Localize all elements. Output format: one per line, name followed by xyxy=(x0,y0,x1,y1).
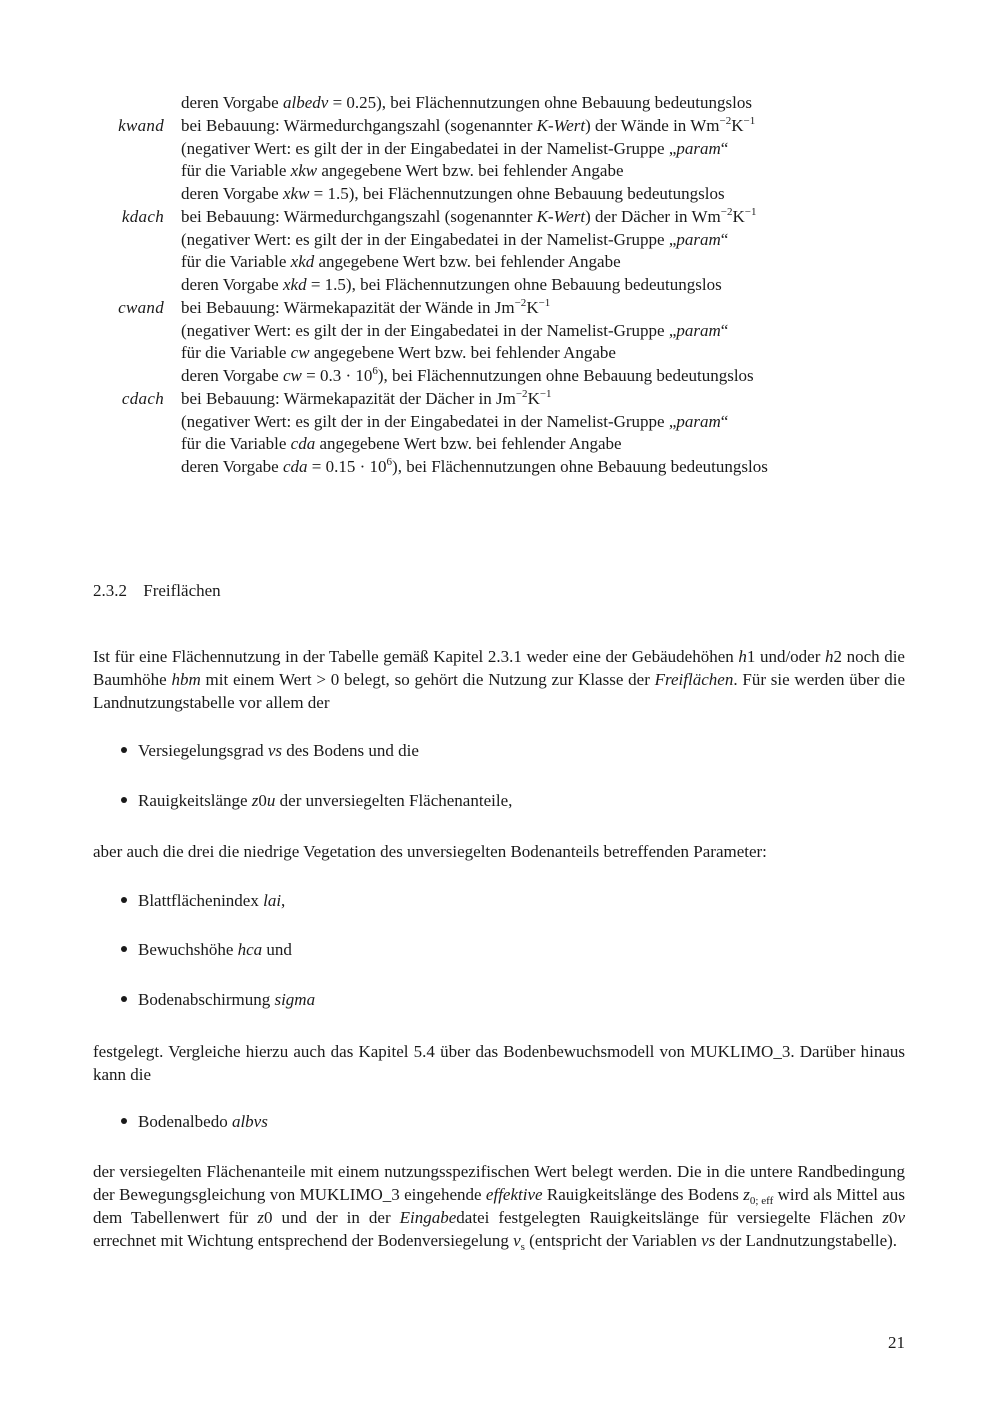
definition-text: deren Vorgabe albedv = 0.25), bei Flächennutzungen ohne Bebauung bedeutungslos xyxy=(181,93,752,112)
definition-text: deren Vorgabe xkw = 1.5), bei Flächennutzungen ohne Bebauung bedeutungslos xyxy=(181,184,725,203)
bullet-icon xyxy=(121,946,127,952)
variable-term: kwand xyxy=(118,115,164,135)
definition-text: bei Bebauung: Wärmekapazität der Wände in $Jm^{-2}K^{-1}$ xyxy=(181,296,551,317)
definition-line xyxy=(0,388,1000,411)
bullet-icon xyxy=(121,996,127,1002)
list-item-bodenalbedo: Bodenalbedo albvs xyxy=(121,1110,268,1134)
definition-text: deren Vorgabe cda = $0.15 \cdot 10^6$), bei Flächennutzungen ohne Bebauung bedeutungslos xyxy=(181,456,768,476)
definition-line xyxy=(0,115,1000,138)
definition-line xyxy=(0,251,1000,274)
definition-text: für die Variable cda angegebene Wert bzw. bei fehlender Angabe xyxy=(181,434,622,454)
section-number: 2.3.2 xyxy=(93,581,127,600)
page-number: 21 xyxy=(888,1333,905,1352)
definition-line xyxy=(0,433,1000,456)
definition-line xyxy=(0,456,1000,479)
bullet-icon xyxy=(121,797,127,803)
definition-line xyxy=(0,206,1000,229)
definition-line xyxy=(0,92,1000,115)
definition-line xyxy=(0,274,1000,297)
definition-text: bei Bebauung: Wärmedurchgangszahl (sogenannter K-Wert) der Dächer in $Wm^{-2}K^{-1}$ xyxy=(181,205,757,226)
definition-text: deren Vorgabe xkd = 1.5), bei Flächennutzungen ohne Bebauung bedeutungslos xyxy=(181,275,722,294)
list-item-versiegelungsgrad: Versiegelungsgrad vs des Bodens und die xyxy=(121,739,419,763)
definition-text: für die Variable xkw angegebene Wert bzw. bei fehlender Angabe xyxy=(181,161,624,181)
definition-line xyxy=(0,342,1000,365)
variable-term: cdach xyxy=(121,388,164,408)
variable-term: cwand xyxy=(118,297,164,317)
paragraph-versiegelt: der versiegelten Flächenanteile mit einem nutzungsspezifischen Wert belegt werden. Die in die untere Randbedingung der Bewegungsgleichung von MUKLIMO_3 eingehende effektive Rauigkeitslänge des Bodens $z_{0; eff}$ wird als Mittel aus dem Tabellenwert für z0 und der in der Eingabedatei festgelegten Rauigkeitslänge für versiegelte Flächen z0v errechnet mit Wichtung entsprechend der Bodenversiegelung $v_s$ (entspricht der Variablen vs der Landnutzungstabelle). xyxy=(93,1162,905,1253)
variable-definition-list xyxy=(0,92,1000,479)
paragraph-vegetation: aber auch die drei die niedrige Vegetation des unversiegelten Bodenanteils betreffenden Parameter: xyxy=(93,842,767,861)
definition-line xyxy=(0,183,1000,206)
paragraph-festgelegt: festgelegt. Vergleiche hierzu auch das Kapitel 5.4 über das Bodenbewuchsmodell von MUKLIMO_3. Darüber hinaus kann die xyxy=(93,1042,905,1084)
definition-text: bei Bebauung: Wärmekapazität der Dächer in $Jm^{-2}K^{-1}$ xyxy=(181,387,552,408)
definition-text: bei Bebauung: Wärmedurchgangszahl (sogenannter K-Wert) der Wände in $Wm^{-2}K^{-1}$ xyxy=(181,114,756,135)
section-heading xyxy=(93,578,221,604)
variable-term: kdach xyxy=(121,206,164,226)
definition-line xyxy=(0,365,1000,388)
bullet-icon xyxy=(121,897,127,903)
list-item-rauigkeitslaenge: Rauigkeitslänge z0u der unversiegelten Flächenanteile, xyxy=(121,789,512,813)
definition-text: deren Vorgabe cw = $0.3 \cdot 10^6$), bei Flächennutzungen ohne Bebauung bedeutungslos xyxy=(181,365,754,385)
definition-line xyxy=(0,229,1000,252)
definition-line xyxy=(0,297,1000,320)
definition-text: für die Variable xkd angegebene Wert bzw. bei fehlender Angabe xyxy=(181,252,621,272)
definition-text: (negativer Wert: es gilt der in der Eingabedatei in der Namelist-Gruppe „param“ xyxy=(181,320,729,340)
list-item-bewuchshoehe: Bewuchshöhe hca und xyxy=(121,938,292,962)
list-item-blattflaechenindex: Blattflächenindex lai, xyxy=(121,889,285,913)
section-title: Freiflächen xyxy=(143,581,221,600)
list-item-bodenabschirmung: Bodenabschirmung sigma xyxy=(121,988,315,1012)
paragraph-intro: Ist für eine Flächennutzung in der Tabelle gemäß Kapitel 2.3.1 weder eine der Gebäudehöhen h1 und/oder h2 noch die Baumhöhe hbm mit einem Wert > 0 belegt, so gehört die Nutzung zur Klasse der Freiflächen. Für sie werden über die Landnutzungstabelle vor allem der xyxy=(93,647,905,712)
bullet-icon xyxy=(121,747,127,753)
definition-line xyxy=(0,160,1000,183)
definition-line xyxy=(0,138,1000,161)
definition-line xyxy=(0,320,1000,343)
definition-text: für die Variable cw angegebene Wert bzw. bei fehlender Angabe xyxy=(181,343,616,363)
bullet-icon xyxy=(121,1118,127,1124)
definition-text: (negativer Wert: es gilt der in der Eingabedatei in der Namelist-Gruppe „param“ xyxy=(181,138,729,158)
definition-text: (negativer Wert: es gilt der in der Eingabedatei in der Namelist-Gruppe „param“ xyxy=(181,229,729,249)
definition-line xyxy=(0,411,1000,434)
definition-text: (negativer Wert: es gilt der in der Eingabedatei in der Namelist-Gruppe „param“ xyxy=(181,411,729,431)
